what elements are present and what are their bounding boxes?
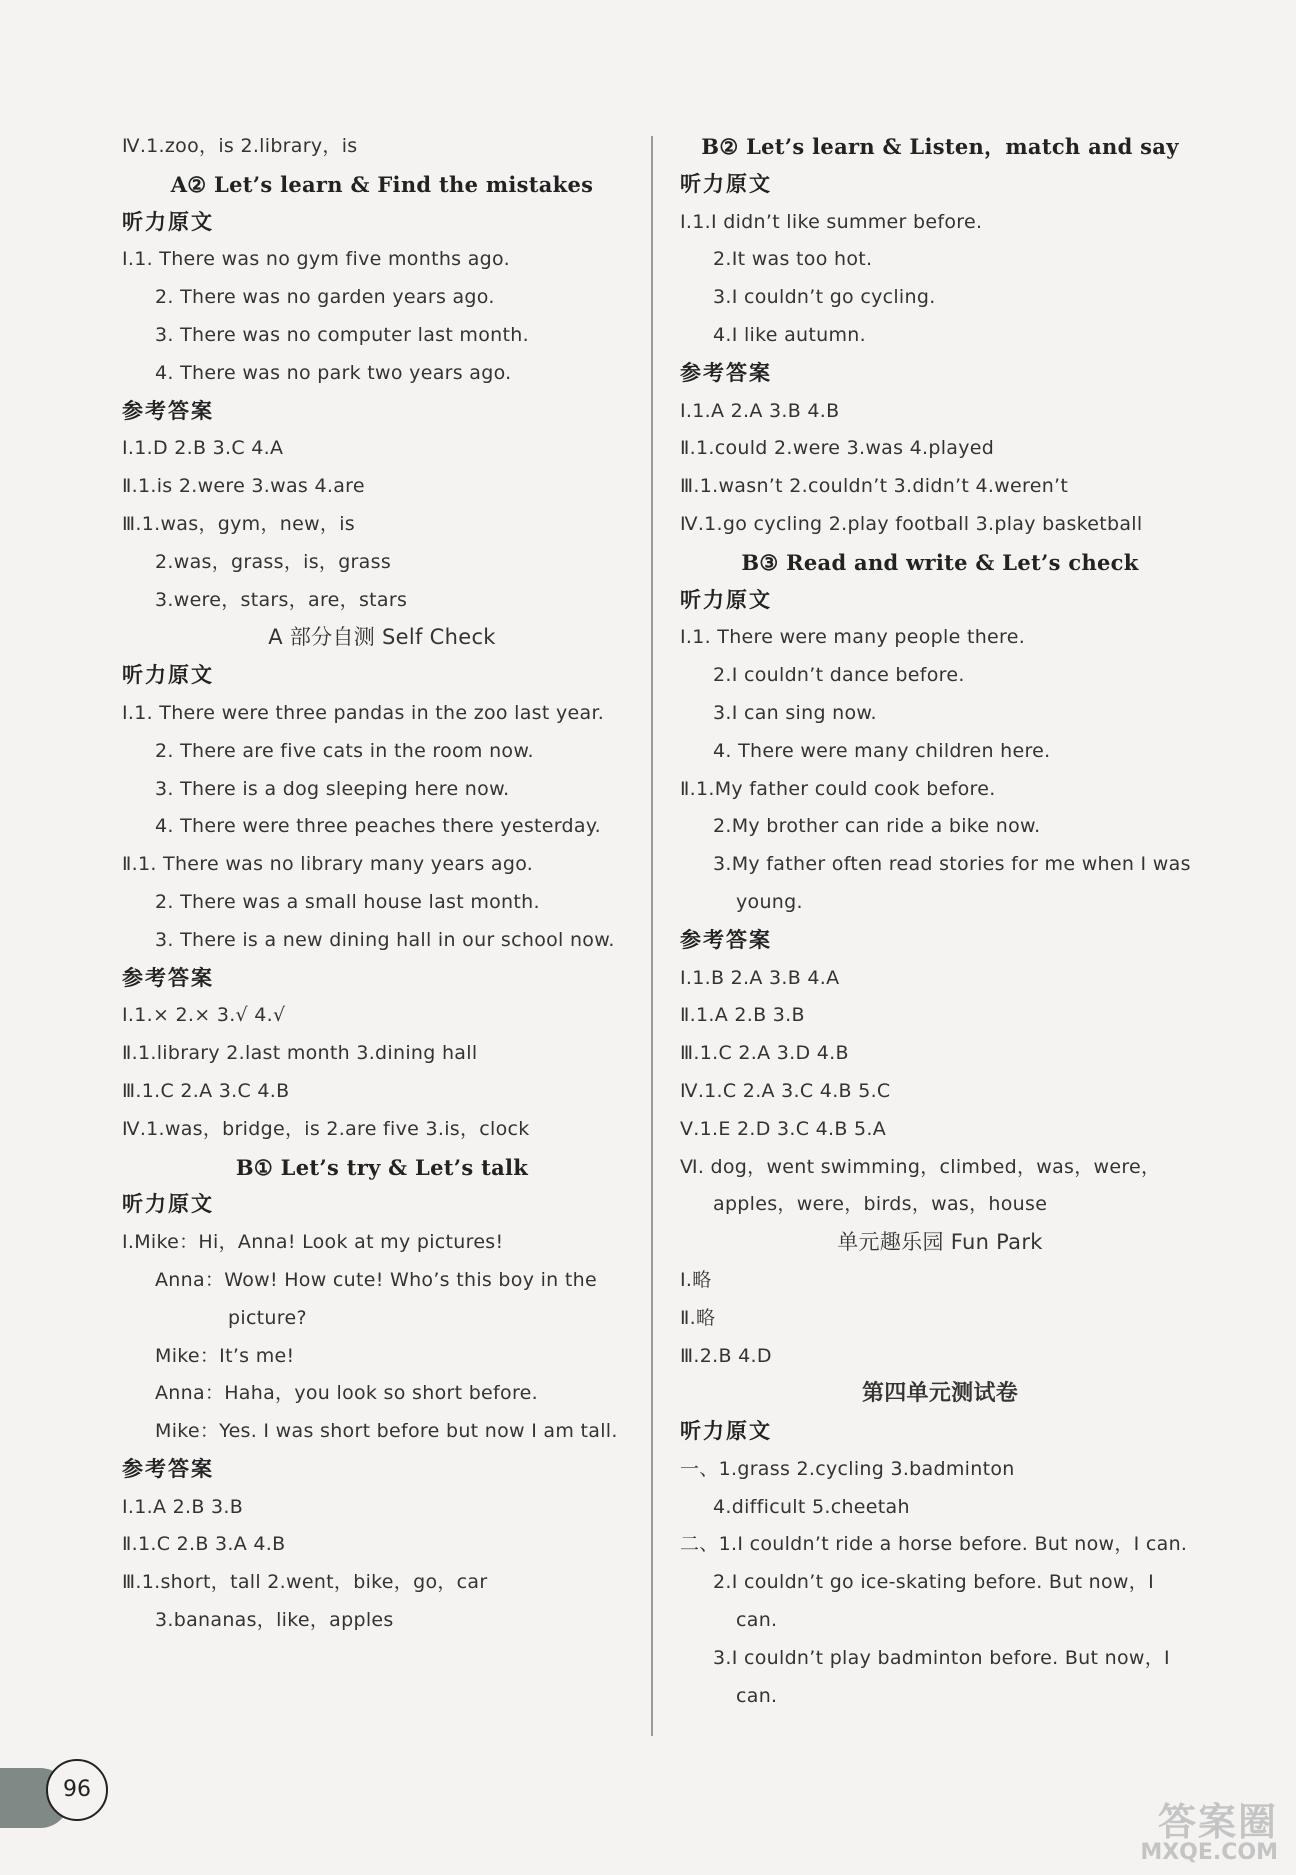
- watermark: [1140, 1791, 1278, 1865]
- text-line: 3.bananas，like，apples: [155, 1609, 394, 1632]
- text-line: Ⅱ.1. There was no library many years ago.: [122, 853, 534, 876]
- subsection-label: 听力原文: [680, 171, 772, 196]
- text-line: 3.were，stars，are，stars: [155, 588, 408, 611]
- section-heading: B① Let’s try & Let’s talk: [235, 1154, 529, 1180]
- text-line: 2.My brother can ride a bike now.: [713, 815, 1041, 838]
- column-divider: [651, 136, 653, 1736]
- unit-test-title: 第四单元测试卷: [861, 1381, 1019, 1407]
- text-line: 4.I like autumn.: [713, 323, 866, 346]
- watermark-url: MXQE.COM: [1140, 1840, 1278, 1865]
- section-title: A 部分自测 Self Check: [268, 625, 496, 650]
- section-title: 单元趣乐园 Fun Park: [837, 1230, 1043, 1255]
- text-line: Anna：Wow! How cute! Who’s this boy in the: [155, 1268, 597, 1291]
- text-line: 一、1.grass 2.cycling 3.badminton: [680, 1457, 1015, 1480]
- text-line: 2.It was too hot.: [713, 248, 873, 271]
- text-line: 2. There was a small house last month.: [155, 890, 540, 913]
- text-line: 二、1.I couldn’t ride a horse before. But now，I can.: [680, 1533, 1188, 1556]
- right-column: [680, 128, 1200, 1715]
- section-heading: B③ Read and write & Let’s check: [741, 549, 1139, 575]
- left-column: [122, 128, 642, 1640]
- text-line: can.: [736, 1609, 778, 1632]
- text-line: picture?: [228, 1306, 307, 1329]
- text-line: Mike：Yes. I was short before but now I am tall.: [155, 1420, 618, 1443]
- text-line: 2.was，grass，is，grass: [155, 550, 392, 573]
- text-line: Ⅲ.1.was，gym，new，is: [122, 512, 356, 535]
- text-line: young.: [736, 890, 803, 913]
- text-line: Ⅰ.1. There were three pandas in the zoo last year.: [122, 701, 605, 724]
- subsection-label: 听力原文: [680, 587, 772, 612]
- text-line: 3. There was no computer last month.: [155, 323, 529, 346]
- text-line: Ⅱ.1.could 2.were 3.was 4.played: [680, 437, 995, 460]
- text-line: Ⅲ.1.short，tall 2.went，bike，go，car: [122, 1571, 488, 1594]
- subsection-label: 听力原文: [122, 1192, 214, 1217]
- subsection-label: 听力原文: [680, 1419, 772, 1444]
- text-line: Ⅱ.1.is 2.were 3.was 4.are: [122, 475, 365, 498]
- subsection-label: 参考答案: [680, 360, 772, 385]
- text-line: Ⅲ.1.wasn’t 2.couldn’t 3.didn’t 4.weren’t: [680, 475, 1069, 498]
- subsection-label: 参考答案: [122, 965, 214, 990]
- text-line: Ⅱ.1.library 2.last month 3.dining hall: [122, 1042, 478, 1065]
- text-line: Ⅰ.1.I didn’t like summer before.: [680, 210, 983, 233]
- text-line: 3.My father often read stories for me when I was: [713, 853, 1191, 876]
- section-heading: A② Let’s learn & Find the mistakes: [170, 171, 594, 197]
- text-line: Ⅰ.1. There was no gym five months ago.: [122, 248, 510, 271]
- text-line: Ⅰ.1.× 2.× 3.√ 4.√: [122, 1004, 286, 1027]
- text-line: Ⅱ.1.A 2.B 3.B: [680, 1004, 805, 1027]
- text-line: Ⅱ.1.My father could cook before.: [680, 777, 996, 800]
- text-line: Ⅳ.1.go cycling 2.play football 3.play basketball: [680, 512, 1143, 535]
- text-line: 2.I couldn’t go ice-skating before. But now，I: [713, 1571, 1154, 1594]
- text-line: Ⅲ.2.B 4.D: [680, 1344, 772, 1367]
- text-line: 3. There is a dog sleeping here now.: [155, 777, 510, 800]
- text-line: Ⅱ.1.C 2.B 3.A 4.B: [122, 1533, 286, 1556]
- text-line: Anna：Haha，you look so short before.: [155, 1382, 538, 1405]
- text-line: 3.I couldn’t play badminton before. But now，I: [713, 1646, 1170, 1669]
- subsection-label: 参考答案: [122, 1456, 214, 1481]
- subsection-label: 听力原文: [122, 209, 214, 234]
- text-line: 4. There were three peaches there yesterday.: [155, 815, 602, 838]
- text-line: Ⅲ.1.C 2.A 3.D 4.B: [680, 1042, 849, 1065]
- page-number: 96: [46, 1759, 108, 1821]
- text-line: Ⅰ.1.A 2.A 3.B 4.B: [680, 399, 840, 422]
- text-line: Ⅰ.1.B 2.A 3.B 4.A: [680, 966, 840, 989]
- text-line: 3.I couldn’t go cycling.: [713, 286, 936, 309]
- text-line: Ⅲ.1.C 2.A 3.C 4.B: [122, 1079, 290, 1102]
- text-line: Ⅴ.1.E 2.D 3.C 4.B 5.A: [680, 1117, 887, 1140]
- watermark-logo: 答案圈: [1157, 1800, 1278, 1844]
- subsection-label: 参考答案: [680, 927, 772, 952]
- subsection-label: 参考答案: [122, 398, 214, 423]
- text-line: Ⅰ.Mike：Hi，Anna! Look at my pictures!: [122, 1231, 504, 1254]
- text-line: Ⅳ.1.zoo，is 2.library，is: [122, 135, 358, 157]
- subsection-label: 听力原文: [122, 663, 214, 688]
- text-line: Mike：It’s me!: [155, 1344, 295, 1367]
- text-line: Ⅰ.1.A 2.B 3.B: [122, 1495, 244, 1518]
- text-line: 2. There are five cats in the room now.: [155, 739, 534, 762]
- text-line: can.: [736, 1684, 778, 1707]
- text-line: Ⅵ. dog，went swimming，climbed，was，were，: [680, 1155, 1161, 1178]
- text-line: Ⅰ.1.D 2.B 3.C 4.A: [122, 437, 284, 460]
- text-line: Ⅰ.1. There were many people there.: [680, 626, 1026, 649]
- text-line: 3.I can sing now.: [713, 701, 877, 724]
- text-line: Ⅳ.1.was，bridge，is 2.are five 3.is，clock: [122, 1117, 530, 1140]
- text-line: 4. There were many children here.: [713, 739, 1051, 762]
- text-line: 4.difficult 5.cheetah: [713, 1495, 910, 1518]
- text-line: 2. There was no garden years ago.: [155, 286, 495, 309]
- text-line: Ⅳ.1.C 2.A 3.C 4.B 5.C: [680, 1079, 891, 1102]
- text-line: apples，were，birds，was，house: [713, 1193, 1048, 1216]
- text-line: 3. There is a new dining hall in our school now.: [155, 928, 615, 951]
- text-line: 2.I couldn’t dance before.: [713, 664, 965, 687]
- text-line: 4. There was no park two years ago.: [155, 361, 512, 384]
- section-heading: B② Let’s learn & Listen，match and say: [701, 134, 1179, 159]
- text-line: Ⅱ.略: [680, 1306, 716, 1329]
- text-line: Ⅰ.略: [680, 1268, 712, 1291]
